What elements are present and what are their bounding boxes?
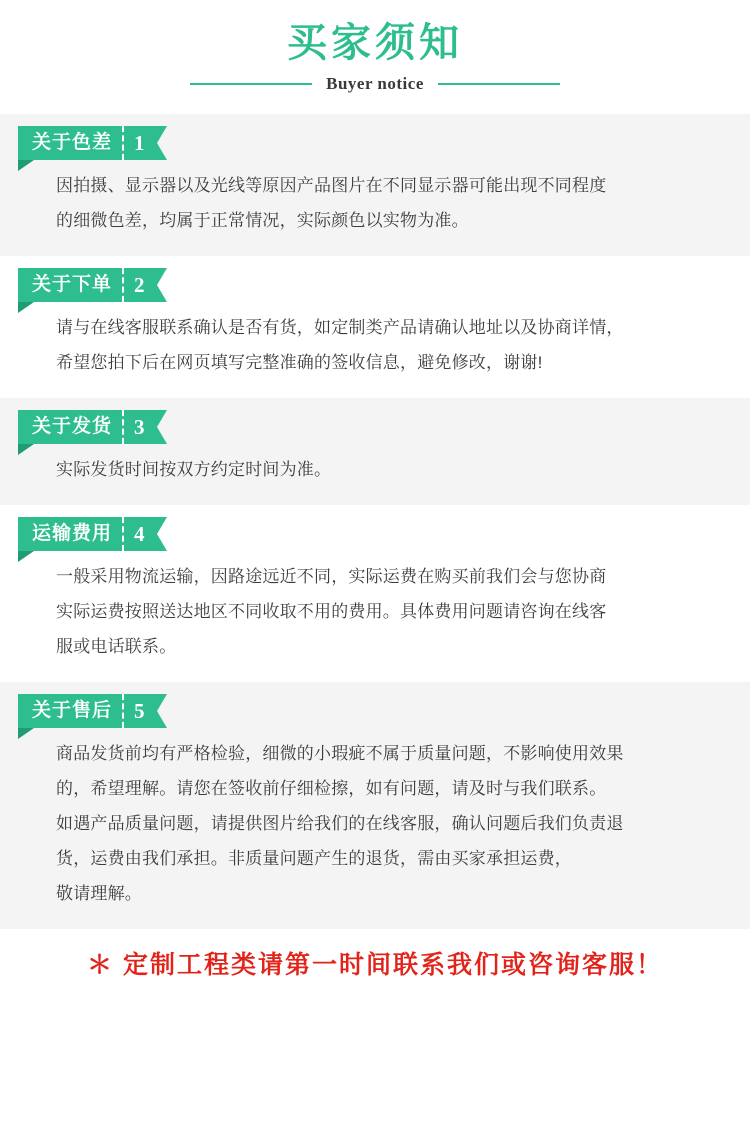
ribbon-fold-icon — [18, 444, 34, 455]
section-body — [0, 310, 750, 380]
section-line: 希望您拍下后在网页填写完整准确的签收信息，避免修改，谢谢! — [56, 353, 543, 372]
section-tag-row — [0, 114, 750, 168]
section-tag-label: 运输费用 — [18, 517, 122, 551]
section-ribbon — [18, 694, 167, 728]
ribbon-dashed-separator — [122, 410, 124, 444]
section-line: 货，运费由我们承担。非质量问题产生的退货，需由买家承担运费， — [56, 849, 572, 868]
ribbon-fold-icon — [18, 728, 34, 739]
section-line: 实际发货时间按双方约定时间为准。 — [56, 460, 332, 479]
notice-sections — [0, 114, 750, 929]
section-body — [0, 736, 750, 911]
ribbon-dashed-separator — [122, 268, 124, 302]
footer — [0, 935, 750, 1003]
ribbon-fold-icon — [18, 160, 34, 171]
ribbon-dashed-separator — [122, 126, 124, 160]
section-tag-label: 关于色差 — [18, 126, 122, 160]
section-number: 1 — [124, 126, 157, 160]
page-header — [0, 0, 750, 94]
ribbon-fold-icon — [18, 302, 34, 313]
notice-section — [0, 505, 750, 682]
ribbon-tip-icon — [157, 517, 167, 551]
section-line: 请与在线客服联系确认是否有货，如定制类产品请确认地址以及协商详情， — [56, 318, 624, 337]
page-subtitle: Buyer notice — [326, 74, 424, 93]
section-body — [0, 452, 750, 487]
section-body — [0, 168, 750, 238]
section-tag-row — [0, 256, 750, 310]
section-tag-label: 关于售后 — [18, 694, 122, 728]
divider-right — [438, 83, 560, 85]
section-line: 商品发货前均有严格检验，细微的小瑕疵不属于质量问题，不影响使用效果 — [56, 744, 624, 763]
section-ribbon — [18, 126, 167, 160]
ribbon-dashed-separator — [122, 517, 124, 551]
section-line: 如遇产品质量问题，请提供图片给我们的在线客服，确认问题后我们负责退 — [56, 814, 624, 833]
section-tag-row — [0, 505, 750, 559]
ribbon-tip-icon — [157, 410, 167, 444]
ribbon-tip-icon — [157, 268, 167, 302]
notice-section — [0, 682, 750, 929]
divider-left — [190, 83, 312, 85]
section-line: 实际运费按照送达地区不同收取不用的费用。具体费用问题请咨询在线客 — [56, 602, 607, 621]
ribbon-fold-icon — [18, 551, 34, 562]
section-tag-label: 关于发货 — [18, 410, 122, 444]
section-line: 的细微色差，均属于正常情况，实际颜色以实物为准。 — [56, 211, 469, 230]
section-tag-row — [0, 398, 750, 452]
section-line: 服或电话联系。 — [56, 637, 177, 656]
section-ribbon — [18, 268, 167, 302]
section-ribbon — [18, 410, 167, 444]
section-ribbon — [18, 517, 167, 551]
section-line: 因拍摄、显示器以及光线等原因产品图片在不同显示器可能出现不同程度 — [56, 176, 607, 195]
section-line: 的，希望理解。请您在签收前仔细检擦，如有问题，请及时与我们联系。 — [56, 779, 607, 798]
section-line: 一般采用物流运输，因路途远近不同，实际运费在购买前我们会与您协商 — [56, 567, 607, 586]
footer-notice-text: ＊ 定制工程类请第一时间联系我们或咨询客服！ — [87, 951, 663, 979]
section-body — [0, 559, 750, 664]
notice-section — [0, 114, 750, 256]
ribbon-tip-icon — [157, 126, 167, 160]
ribbon-tip-icon — [157, 694, 167, 728]
section-number: 4 — [124, 517, 157, 551]
notice-section — [0, 256, 750, 398]
section-tag-label: 关于下单 — [18, 268, 122, 302]
section-line: 敬请理解。 — [56, 884, 142, 903]
ribbon-dashed-separator — [122, 694, 124, 728]
section-number: 2 — [124, 268, 157, 302]
page-title: 买家须知 — [287, 21, 463, 65]
page-subtitle-row — [0, 74, 750, 94]
notice-section — [0, 398, 750, 505]
section-tag-row — [0, 682, 750, 736]
section-number: 3 — [124, 410, 157, 444]
section-number: 5 — [124, 694, 157, 728]
